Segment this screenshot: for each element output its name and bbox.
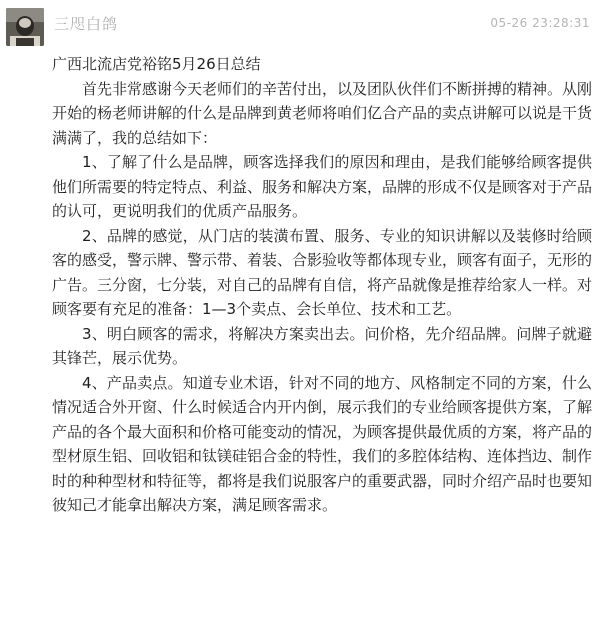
avatar-image-icon: [6, 8, 44, 46]
post-content: [52, 52, 592, 518]
post-timestamp: 05-26 23:28:31: [490, 16, 590, 30]
paragraph-point-3: 3、明白顾客的需求，将解决方案卖出去。问价格，先介绍品牌。问牌子就避其锋芒，展示优势。: [52, 324, 592, 367]
avatar[interactable]: [6, 8, 44, 46]
paragraph-intro: 首先非常感谢今天老师们的辛苦付出，以及团队伙伴们不断拼搏的精神。从刚开始的杨老师讲解的什么是品牌到黄老师将咱们亿合产品的卖点讲解可以说是干货满满了，我的总结如下：: [52, 79, 593, 147]
post-title: 广西北流店党裕铭5月26日总结: [52, 55, 261, 73]
paragraph-point-1: 1、了解了什么是品牌，顾客选择我们的原因和理由，是我们能够给顾客提供他们所需要的特定特点、利益、服务和解决方案，品牌的形成不仅是顾客对于产品的认可，更说明我们的优质产品服务。: [52, 153, 593, 220]
username[interactable]: 三咫白鸽: [54, 15, 119, 33]
paragraph-point-4: 4、产品卖点。知道专业术语，针对不同的地方、风格制定不同的方案，什么情况适合外开窗、什么时候适合内开内倒，展示我们的专业给顾客提供方案，了解产品的各个最大面积和价格可能变动的情况，为顾客提供最优质的方案，将产品的型材原生铝、回收铝和钛镁硅铝合金的特性，我们的多腔体结构、连体挡边、制作时的种种型材和特征等，都将是我们说服客户的重要武器，同时介绍产品时也要知彼知己才能拿出解决方案，满足顾客需求。: [52, 373, 593, 514]
paragraph-point-2: 2、品牌的感觉，从门店的装潢布置、服务、专业的知识讲解以及装修时给顾客的感受，警示牌、警示带、着装、合影验收等都体现专业，顾客有面子，无形的广告。三分窗，七分装，对自己的品牌有自信，将产品就像是推荐给家人一样。对顾客要有充足的准备：1—3个卖点、会长单位、技术和工艺。: [52, 226, 593, 318]
